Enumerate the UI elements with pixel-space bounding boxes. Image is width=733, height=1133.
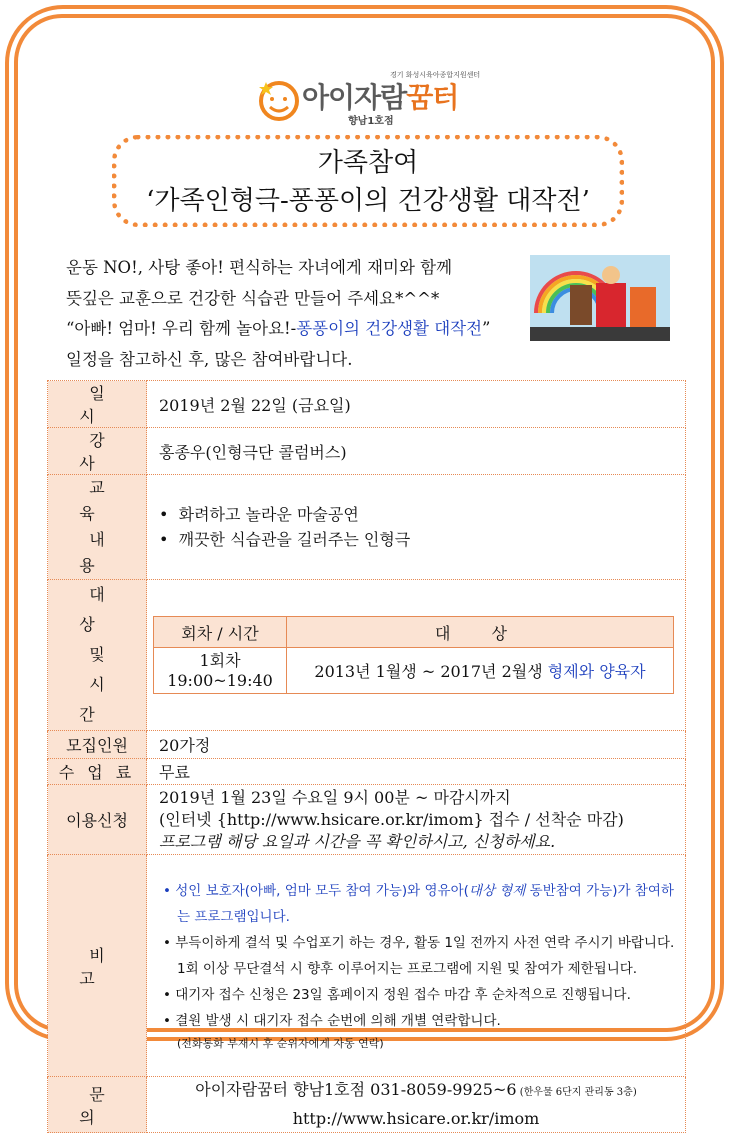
note-item: • 부득이하게 결석 및 수업포기 하는 경우, 활동 1일 전까지 사전 연락 주시기 바랍니다. 1회 이상 무단결석 시 향후 이루어지는 프로그램에 지원 및 참여가 제한됩니다. [163,934,675,977]
schedule-session [154,648,287,694]
intro-line-2: 뜻깊은 교훈으로 건강한 식습관 만들어 주세요*^^* [66,288,440,308]
apply-line-3: 프로그램 해당 요일과 시간을 꼭 확인하시고, 신청하세요. [159,831,556,851]
contact-url[interactable]: http://www.hsicare.or.kr/imom [292,1109,540,1128]
label-target [48,580,147,731]
content-item: • 깨끗한 식습관을 길러주는 인형극 [159,530,411,549]
value-contact [147,1077,686,1133]
value-apply [147,785,686,855]
row-date [48,381,686,428]
info-table [47,380,686,1133]
logo-name-part1: 아이자람 [302,81,407,114]
note-item: • 대기자 접수 신청은 23일 홈페이지 정원 접수 마감 후 순차적으로 진행됩니다. [163,986,631,1003]
label-target-2: 및 [89,645,125,664]
value-content [147,475,686,580]
logo-org: 경기 화성시육아종합지원센터 [390,71,481,79]
note-small: (전화통화 부재시 후 순위자에게 자동 연락) [177,1036,384,1050]
schedule-table [153,616,674,694]
title-box [112,135,624,227]
label-contact: 문 의 [48,1077,147,1133]
label-apply: 이용신청 [48,785,147,855]
schedule-session-number: 1회차 [199,650,241,670]
note-item: • 성인 보호자(아빠, 엄마 모두 참여 가능)와 영유아(대상 형제 동반참여 가능)가 참여하는 프로그램입니다. [163,882,674,925]
title-line-1: 가족참여 [317,148,419,178]
logo-name [302,76,458,116]
schedule-target-range: 2013년 1월생 ~ 2017년 2월생 [314,662,548,681]
row-contact [48,1077,686,1133]
schedule-target [287,648,674,694]
value-date: 2019년 2월 22일 (금요일) [147,381,686,428]
schedule-target-who: 형제와 양육자 [547,662,646,681]
title-line-2: ‘가족인형극-퐁퐁이의 건강생활 대작전’ [146,186,590,216]
value-recruit: 20가정 [147,731,686,759]
label-recruit: 모집인원 [48,731,147,759]
logo-name-part2: 꿈터 [406,81,459,114]
value-lecturer: 홍종우(인형극단 콜럼버스) [147,428,686,475]
value-fee: 무료 [147,759,686,785]
note-item: • 결원 발생 시 대기자 접수 순번에 의해 개별 연락합니다. [163,1012,501,1029]
row-apply [48,785,686,855]
label-target-3: 시 간 [79,675,125,724]
apply-line-2: (인터넷 {http://www.hsicare.or.kr/imom} 접수 / 선착순 마감) [159,809,624,829]
label-target-1: 대 상 [79,585,125,634]
label-content-1: 교 육 [79,478,125,523]
intro-line-3-b: 퐁퐁이의 건강생활 대작전 [296,319,483,338]
logo [250,62,490,136]
row-content [48,475,686,580]
row-notes [48,855,686,1077]
label-content-2: 내 용 [79,530,125,575]
value-notes [147,855,686,1077]
apply-line-1: 2019년 1월 23일 수요일 9시 00분 ~ 마감시까지 [159,787,511,807]
intro-line-3-c: ” [482,319,491,338]
row-lecturer [48,428,686,475]
label-content [48,475,147,580]
schedule-head-session: 회차 / 시간 [154,617,287,648]
row-target [48,580,686,731]
smiley-face-icon [256,76,302,122]
logo-branch: 향남1호점 [348,116,394,127]
label-notes: 비 고 [48,855,147,1077]
label-date: 일 시 [48,381,147,428]
intro-text [66,253,528,375]
row-fee [48,759,686,785]
value-target [147,580,686,731]
content-item: • 화려하고 놀라운 마술공연 [159,505,359,524]
intro-line-1: 운동 NO!, 사탕 좋아! 편식하는 자녀에게 재미와 함께 [66,258,453,277]
row-recruit [48,731,686,759]
puppet-show-photo [530,255,670,341]
schedule-head-target: 대 상 [287,617,674,648]
schedule-session-time: 19:00~19:40 [167,670,273,690]
notes-list [147,874,685,1058]
contact-line-1: 아이자람꿈터 향남1호점 031-8059-9925~6 (한우물 6단지 관리동 3층) [195,1080,637,1099]
intro-line-3 [66,314,528,345]
intro-line-4: 일정을 참고하신 후, 많은 참여바랍니다. [66,349,353,369]
intro-line-3-a: “아빠! 엄마! 우리 함께 놀아요!- [66,319,297,338]
label-fee: 수 업 료 [48,759,147,785]
label-lecturer: 강 사 [48,428,147,475]
